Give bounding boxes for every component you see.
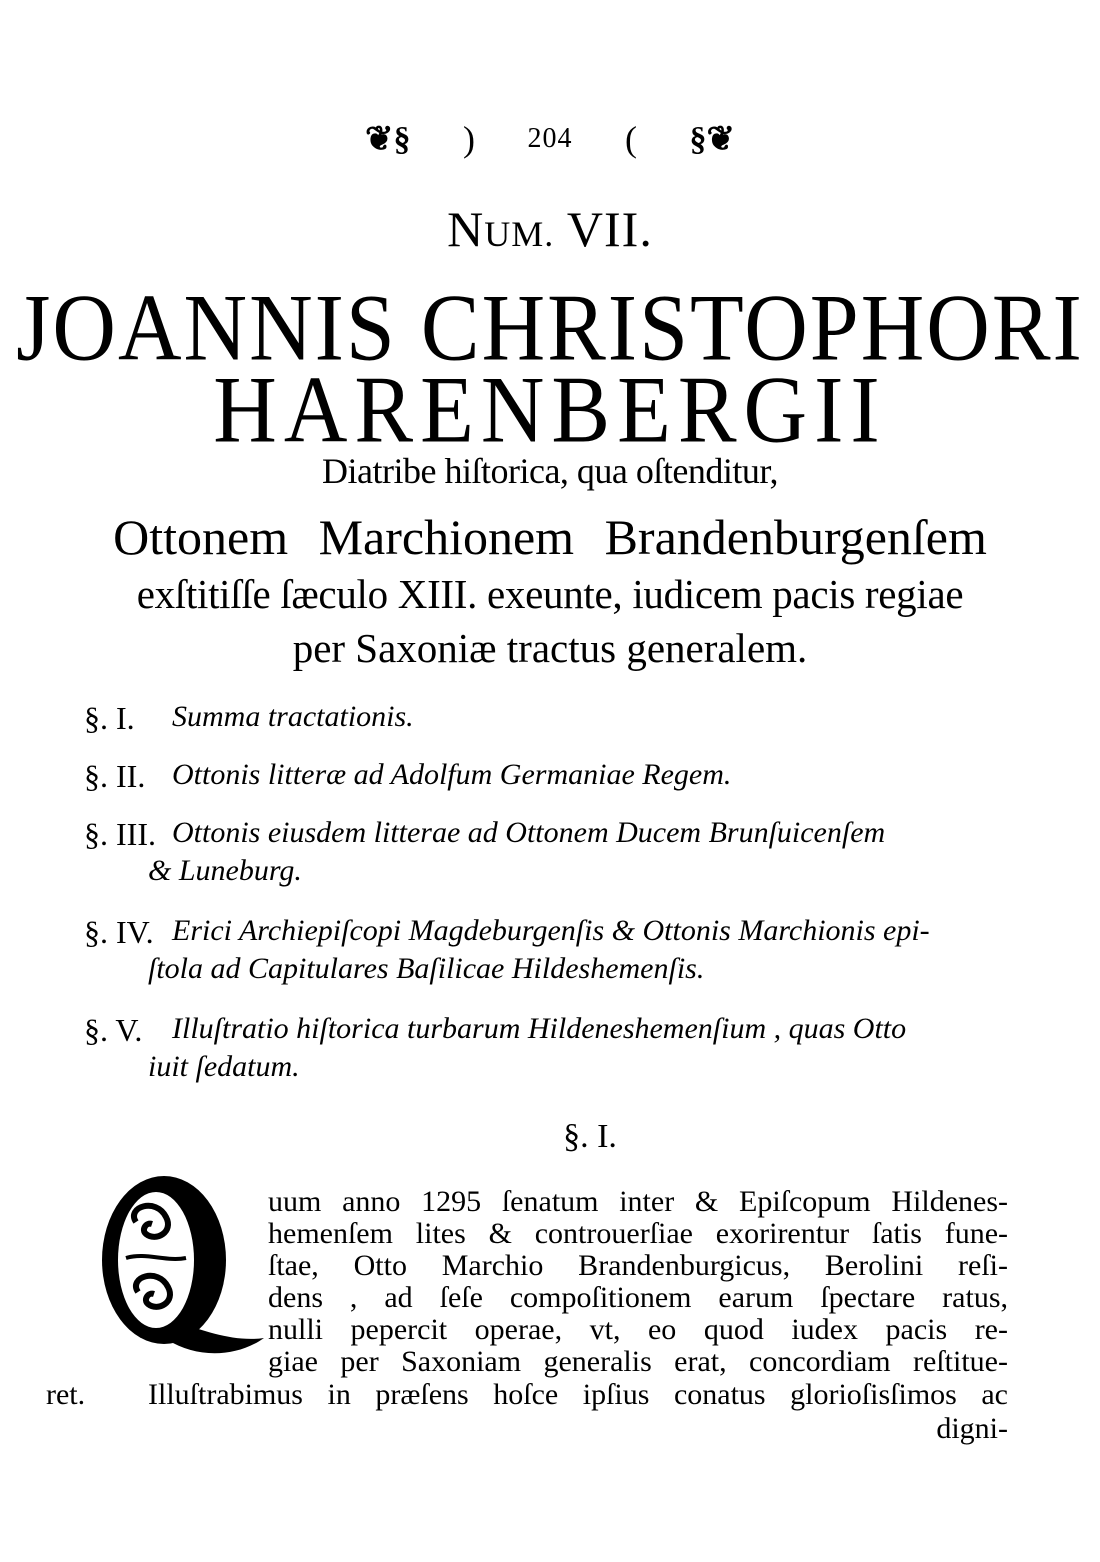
num-prefix-rest: UM. [484,214,555,254]
body-text-line-full [46,1378,1008,1412]
document-number-heading [0,200,1100,258]
svg-text:Q: Q [86,1149,98,1166]
ornamental-drop-cap [86,1149,266,1362]
section-summary-continued: & Luneburg. [148,854,302,887]
subtitle-line-2: Ottonem Marchionem Brandenburgenſem [113,509,987,565]
section-mark: §. III. [84,816,156,852]
subtitle-line-3: exſtitiſſe ſæculo XIII. exeunte, iudicem pacis regiae [136,571,964,617]
body-text-line: uum anno 1295 ſenatum inter & Epiſcopum Hildenes- [268,1185,1008,1218]
running-head [0,118,1100,160]
section-summary-continued: ſtola ad Capitulares Baſilicae Hildeshemenſis. [148,952,705,985]
section-summary: Ottonis litteræ ad Adolfum Germaniae Regem. [172,758,732,791]
author-line-2: HARENBERGII [213,358,887,463]
body-text-line: nulli pepercit operae, vt, eo quod iudex pacis re- [268,1313,1008,1346]
drop-cap-q-icon [86,1149,266,1362]
left-paren: ) [463,119,475,160]
section-mark: §. I. [84,700,135,736]
body-text-line: hemenſem lites & controuerſiae exorirentur ſatis fune- [268,1217,1008,1250]
continuation-rest: Illuſtrabimus in præſens hoſce ipſius conatus glorioſisſimos ac [148,1378,1008,1411]
continuation-start: ret. [46,1378,86,1411]
right-paren: ( [625,119,637,160]
catchword: digni- [936,1412,1008,1445]
num-value: VII. [566,201,653,257]
fleuron-left-icon: ❦§ [365,121,411,159]
section-summary-continued: iuit ſedatum. [148,1050,300,1083]
subtitle-line-1: Diatribe hiſtorica, qua oſtenditur, [322,451,778,491]
section-summary: Ottonis eiusdem litterae ad Ottonem Ducem Brunſuicenſem [172,816,886,849]
section-heading: §. I. [563,1118,617,1155]
author-line-1: JOANNIS CHRISTOPHORI [16,276,1084,381]
section-summary: Illuſtratio hiſtorica turbarum Hildeneshemenſium , quas Otto [172,1012,907,1045]
page-number: 204 [527,123,573,155]
body-text-line: giae per Saxoniam generalis erat, concordiam reſtitue- [268,1345,1008,1378]
num-prefix-cap: N [447,201,485,257]
section-summary: Summa tractationis. [172,700,414,733]
subtitle-line-4: per Saxoniæ tractus generalem. [292,625,808,671]
fleuron-right-icon: §❦ [689,121,735,159]
body-text-line: dens , ad ſeſe compoſitionem earum ſpectare ratus, [268,1281,1008,1314]
body-text-line: ſtae, Otto Marchio Brandenburgicus, Berolini reſi- [268,1249,1008,1282]
section-mark: §. II. [84,758,146,794]
section-summary: Erici Archiepiſcopi Magdeburgenſis & Ottonis Marchionis epi- [172,914,930,947]
section-mark: §. V. [84,1012,143,1048]
section-mark: §. IV. [84,914,154,950]
